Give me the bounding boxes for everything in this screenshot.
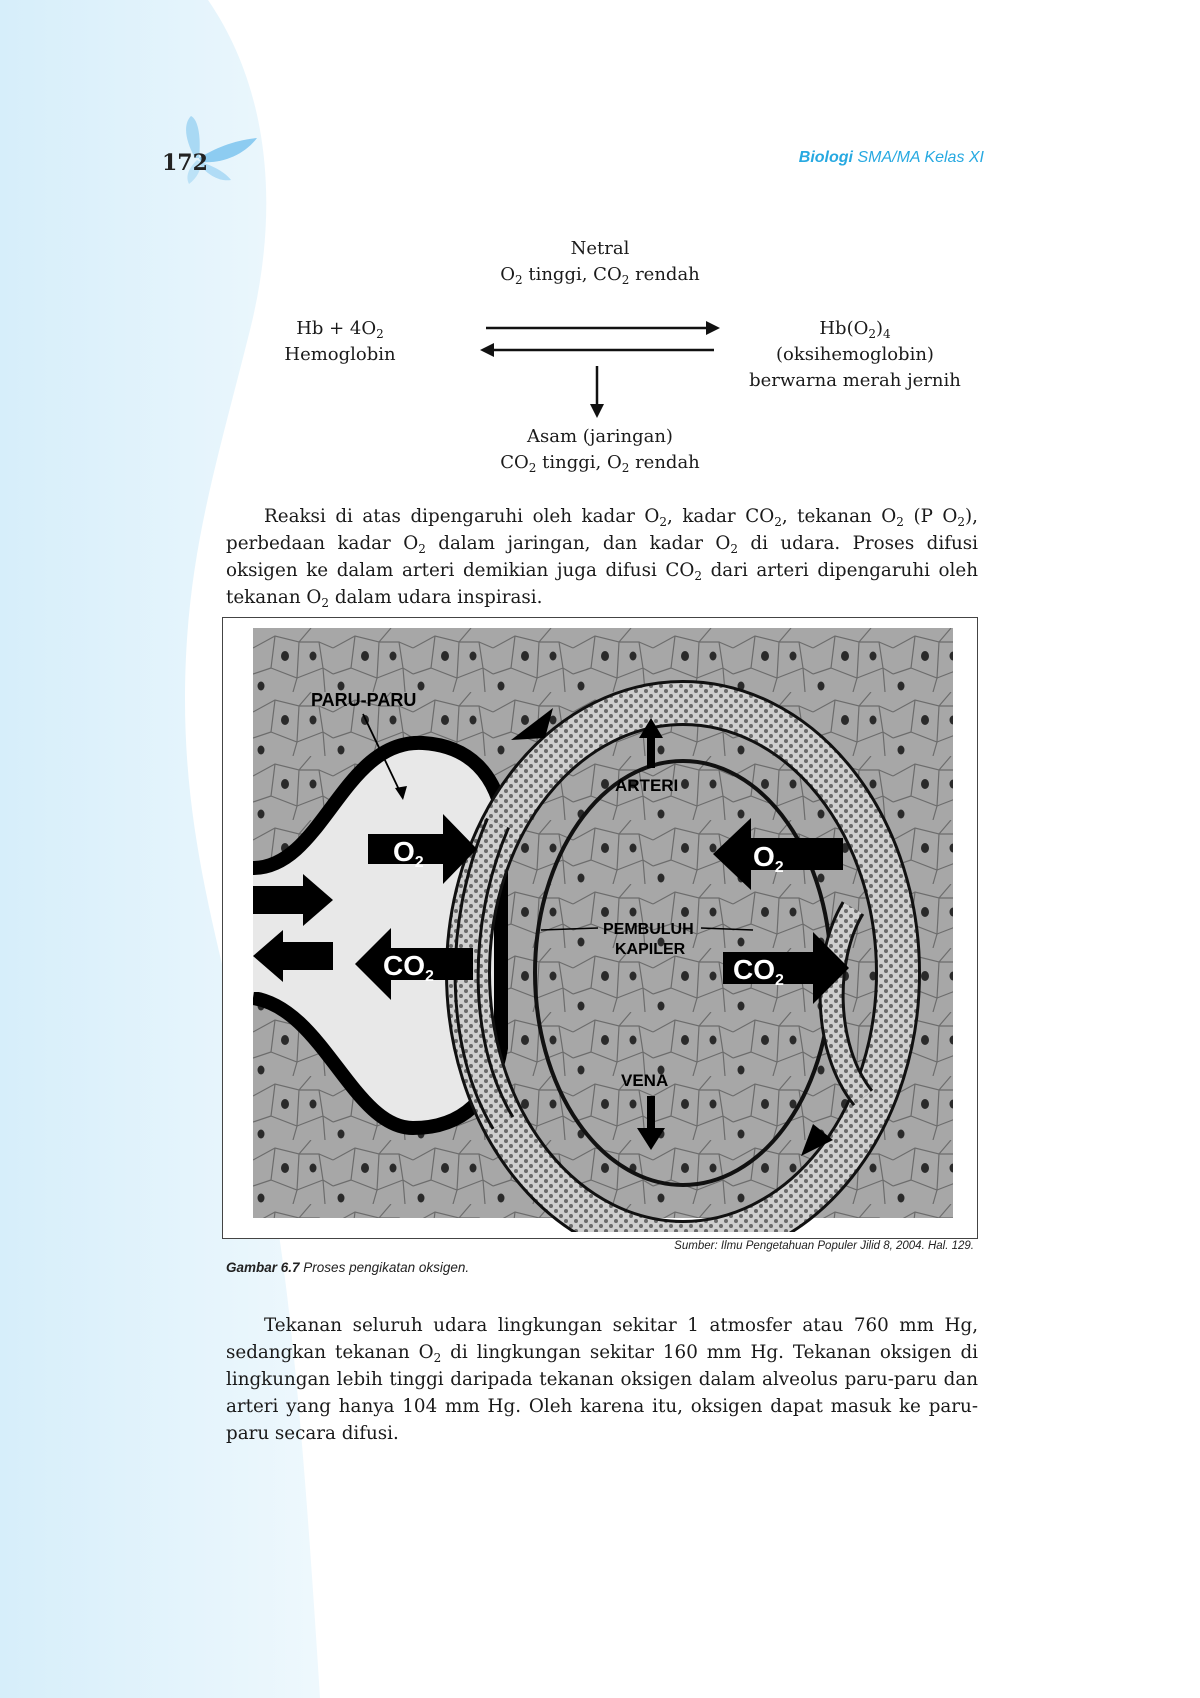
paragraph-1: Reaksi di atas dipengaruhi oleh kadar $O_2$, kadar $CO_2$, tekanan $O_2$ (P $O_2$), perbedaan kadar $O_2$ dalam jaringan, dan kadar $O_2$ di udara. Proses difusi oksigen ke dalam arteri demikian juga difusi $CO_2$ dari arteri dipengaruhi oleh tekanan $O_2$ dalam udara inspirasi.	[226, 506, 978, 610]
paragraph-2: Tekanan seluruh udara lingkungan sekitar 1 atmosfer atau 760 mm Hg, sedangkan tekanan $O_2$ di lingkungan sekitar 160 mm Hg. Tekanan oksigen di lingkungan lebih tinggi daripada tekanan oksigen dalam alveolus paru-paru dan arteri yang hanya 104 mm Hg. Oleh karena itu, oksigen dapat masuk ke paru-paru secara difusi.	[226, 1315, 978, 1444]
equation-bottom	[440, 424, 760, 476]
arrow-down-icon	[590, 366, 604, 418]
equation-top	[440, 236, 760, 288]
pembuluh-label: PEMBULUH	[603, 921, 694, 938]
o2-right-label: $O_2$	[753, 841, 784, 876]
eq-bottom-line1: Asam (jaringan)	[527, 426, 673, 447]
figure-caption-label: Gambar 6.7	[226, 1260, 300, 1275]
vena-label: VENA	[621, 1071, 669, 1090]
book-title-rest: SMA/MA Kelas XI	[853, 149, 984, 166]
arrow-right-icon	[486, 321, 720, 335]
eq-right-line1: $Hb(O_2)_4$	[819, 318, 891, 341]
running-head	[799, 149, 984, 167]
o2-left-label: $O_2$	[393, 836, 424, 871]
figure-caption	[226, 1260, 469, 1275]
lung-capillary-diagram	[253, 628, 977, 1232]
arteri-label: ARTERI	[615, 776, 679, 795]
paru-paru-label: PARU-PARU	[311, 690, 417, 710]
page-number: 172	[162, 150, 208, 176]
figure-source: Sumber: Ilmu Pengetahuan Populer Jilid 8, 2004. Hal. 129.	[674, 1240, 974, 1252]
eq-left-line2: Hemoglobin	[284, 344, 396, 365]
figure-caption-text: Proses pengikatan oksigen.	[299, 1260, 470, 1275]
book-title-bold: Biologi	[798, 149, 853, 166]
eq-bottom-line2: $CO_2$ tinggi, $O_2$ rendah	[500, 452, 700, 475]
arrow-left-icon	[480, 343, 714, 357]
co2-right-label: $CO_2$	[733, 954, 784, 989]
equation-right	[720, 316, 990, 394]
figure-frame	[222, 617, 978, 1239]
eq-right-line2: (oksihemoglobin)	[776, 344, 934, 365]
equilibrium-arrows	[470, 310, 730, 420]
eq-right-line3: berwarna merah jernih	[749, 370, 961, 391]
kapiler-label: KAPILER	[615, 941, 686, 958]
co2-left-label: $CO_2$	[383, 950, 434, 985]
eq-left-line1: $Hb + 4O_2$	[296, 318, 384, 341]
eq-top-line1: Netral	[570, 238, 630, 259]
eq-top-line2: $O_2$ tinggi, $CO_2$ rendah	[500, 264, 700, 287]
equation-left	[240, 316, 440, 368]
